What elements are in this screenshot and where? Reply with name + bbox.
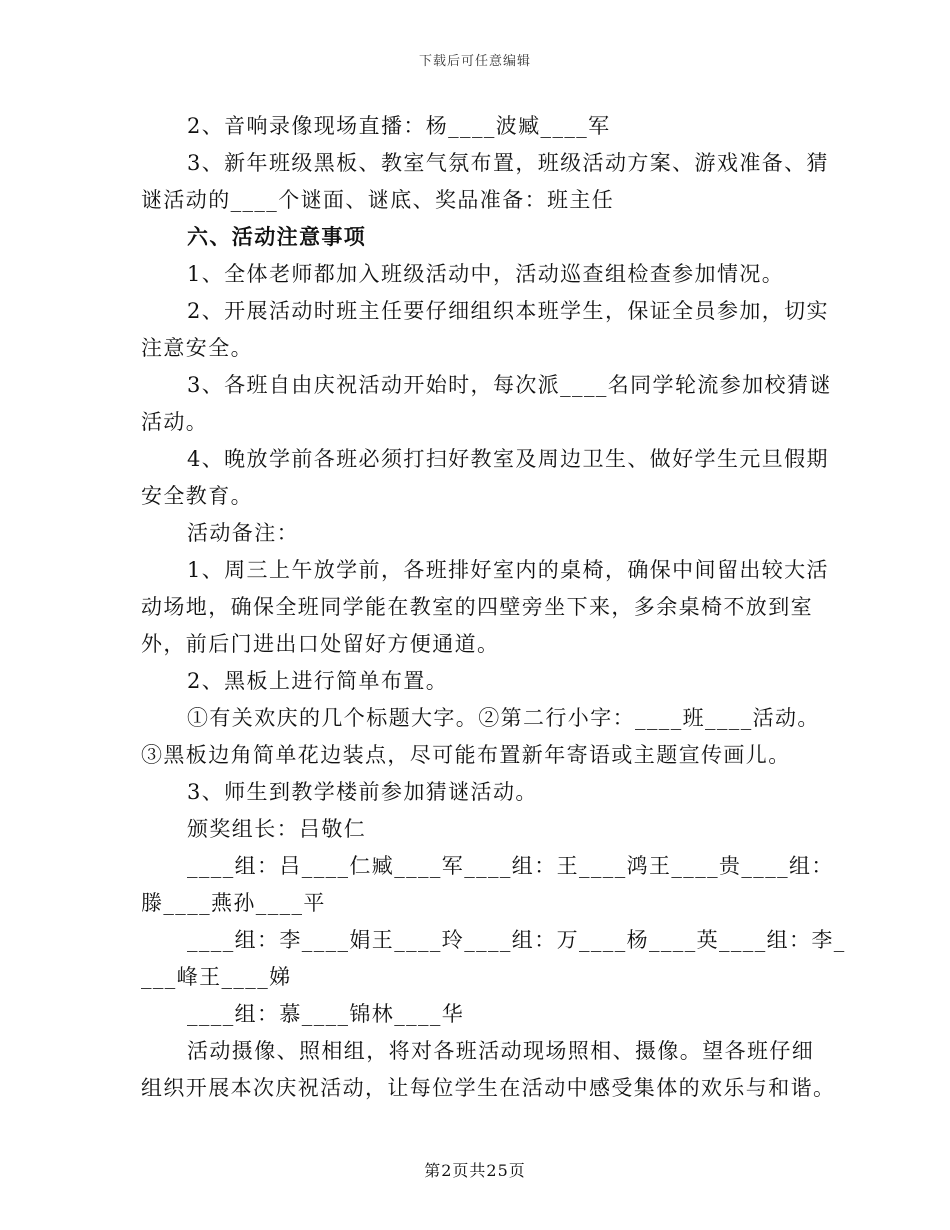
page-footer: 第2页共25页 xyxy=(424,1161,526,1180)
paragraph-line: 活动摄像、照相组，将对各班活动现场照相、摄像。望各班仔细 xyxy=(187,1039,815,1063)
paragraph-line: 颁奖组长：吕敬仁 xyxy=(187,817,367,841)
paragraph-line: 3、师生到教学楼前参加猜谜活动。 xyxy=(187,780,538,804)
document-body xyxy=(141,108,846,1107)
paragraph-line: 3、各班自由庆祝活动开始时，每次派____名同学轮流参加校猜谜 xyxy=(187,373,832,397)
paragraph-line: ____组：慕____锦林____华 xyxy=(187,1002,465,1026)
paragraph-line: ___峰王____娣 xyxy=(141,965,292,989)
paragraph-line: ____组：李____娟王____玲____组：万____杨____英____组：李_ xyxy=(187,928,846,952)
paragraph-line: ①有关欢庆的几个标题大字。②第二行小字：____班____活动。 xyxy=(187,706,820,730)
paragraph-line: ③黑板边角简单花边装点，尽可能布置新年寄语或主题宣传画儿。 xyxy=(141,743,791,767)
paragraph-line: 滕____燕孙____平 xyxy=(141,891,326,915)
paragraph-line: 4、晚放学前各班必须打扫好教室及周边卫生、做好学生元旦假期 xyxy=(187,447,829,471)
paragraph-line: 活动。 xyxy=(141,410,209,434)
paragraph-line: 注意安全。 xyxy=(141,336,253,360)
paragraph-line: 2、开展活动时班主任要仔细组织本班学生，保证全员参加，切实 xyxy=(187,299,829,323)
paragraph-line: 安全教育。 xyxy=(141,484,253,508)
paragraph-line: 1、全体老师都加入班级活动中，活动巡查组检查参加情况。 xyxy=(187,262,785,286)
paragraph-line: 2、音响录像现场直播：杨____波臧____军 xyxy=(187,114,611,138)
paragraph-line: 动场地，确保全班同学能在教室的四壁旁坐下来，多余桌椅不放到室 xyxy=(141,595,813,619)
paragraph-line: ____组：吕____仁臧____军____组：王____鸿王____贵____组： xyxy=(187,854,834,878)
section-heading: 六、活动注意事项 xyxy=(187,225,367,249)
paragraph-line: 1、周三上午放学前，各班排好室内的桌椅，确保中间留出较大活 xyxy=(187,558,829,582)
notes-label: 活动备注： xyxy=(187,521,299,545)
page-header: 下载后可任意编辑 xyxy=(418,54,531,69)
paragraph-line: 2、黑板上进行简单布置。 xyxy=(187,669,449,693)
paragraph-line: 谜活动的____个谜面、谜底、奖品准备：班主任 xyxy=(141,188,615,212)
paragraph-line: 组织开展本次庆祝活动，让每位学生在活动中感受集体的欢乐与和谐。 xyxy=(141,1076,836,1100)
paragraph-line: 外，前后门进出口处留好方便通道。 xyxy=(141,632,500,656)
paragraph-line: 3、新年班级黑板、教室气氛布置，班级活动方案、游戏准备、猜 xyxy=(187,151,829,175)
